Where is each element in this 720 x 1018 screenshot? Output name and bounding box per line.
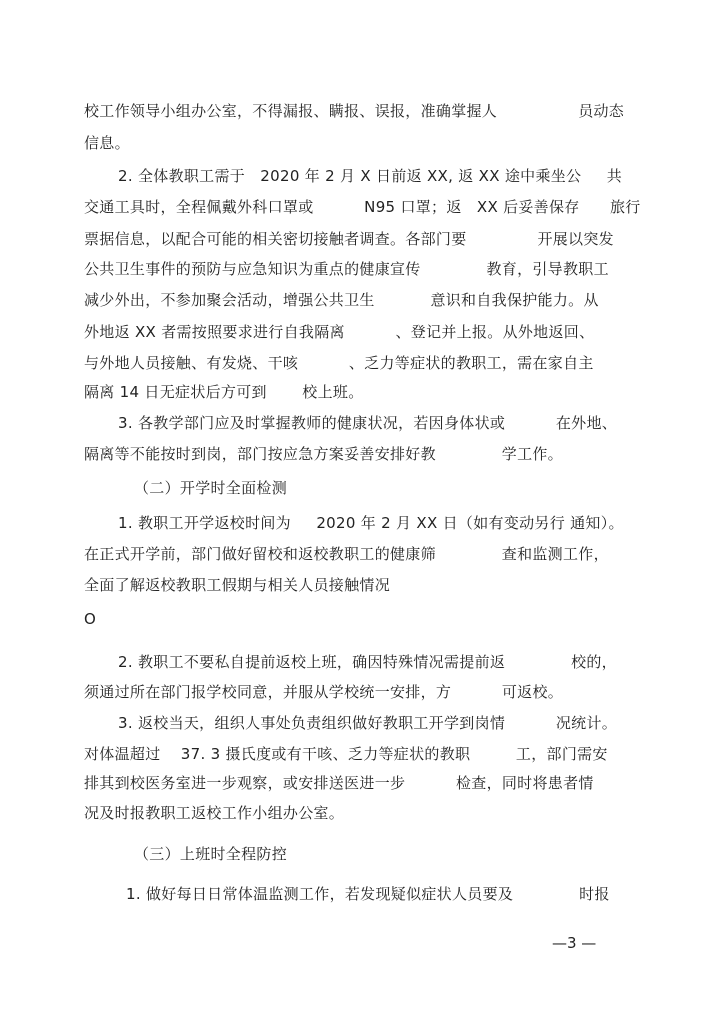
text-line: 1. 教职工开学返校时间为 2020 年 2 月 XX 日（如有变动另行 通知）。 — [118, 514, 624, 532]
text-line: 况及时报教职工返校工作小组办公室。 — [84, 804, 345, 822]
text-line: 外地返 XX 者需按照要求进行自我隔离 、登记并上报。从外地返回、 — [84, 323, 595, 341]
text-line: （二）开学时全面检测 — [134, 479, 288, 497]
text-line: 须通过所在部门报学校同意，并服从学校统一安排，方 可返校。 — [84, 683, 564, 701]
text-line: 1. 做好每日日常体温监测工作，若发现疑似症状人员要及 时报 — [126, 885, 610, 903]
text-line: 减少外出，不参加聚会活动，增强公共卫生 意识和自我保护能力。从 — [84, 291, 599, 309]
text-line: 交通工具时，全程佩戴外科口罩或 N95 口罩；返 XX 后妥善保存 旅行 — [84, 198, 641, 216]
text-line: 3. 返校当天，组织人事处负责组织做好教职工开学到岗情 况统计。 — [118, 714, 618, 732]
text-line: 排其到校医务室进一步观察，或安排送医进一步 检查，同时将患者情 — [84, 774, 594, 792]
text-line: 全面了解返校教职工假期与相关人员接触情况 — [84, 576, 391, 594]
text-line: 公共卫生事件的预防与应急知识为重点的健康宣传 教育，引导教职工 — [84, 260, 609, 278]
text-line: 校工作领导小组办公室，不得漏报、瞒报、误报，准确掌握人 员动态 — [84, 102, 625, 120]
text-line: 在正式开学前，部门做好留校和返校教职工的健康筛 查和监测工作， — [84, 545, 609, 563]
text-line: 与外地人员接触、有发烧、干咳 、乏力等症状的教职工，需在家自主 — [84, 354, 594, 372]
text-line: （三）上班时全程防控 — [134, 845, 288, 863]
text-line: 3. 各教学部门应及时掌握教师的健康状况，若因身体状或 在外地、 — [118, 414, 618, 432]
text-line: 2. 教职工不要私自提前返校上班，确因特殊情况需提前返 校的， — [118, 653, 617, 671]
text-line: 2. 全体教职工需于 2020 年 2 月 X 日前返 XX, 返 XX 途中乘坐公 共 — [118, 167, 623, 185]
text-line: 对体温超过 37. 3 摄氏度或有干咳、乏力等症状的教职 工，部门需安 — [84, 745, 608, 763]
text-line: 隔离 14 日无症状后方可到 校上班。 — [84, 383, 364, 401]
text-line: 信息。 — [84, 134, 130, 152]
text-line: O — [84, 610, 97, 628]
text-line: 隔离等不能按时到岗，部门按应急方案妥善安排好教 学工作。 — [84, 445, 563, 463]
page-number: —3 — — [552, 934, 597, 952]
text-line: 票据信息，以配合可能的相关密切接触者调查。各部门要 开展以突发 — [84, 230, 614, 248]
